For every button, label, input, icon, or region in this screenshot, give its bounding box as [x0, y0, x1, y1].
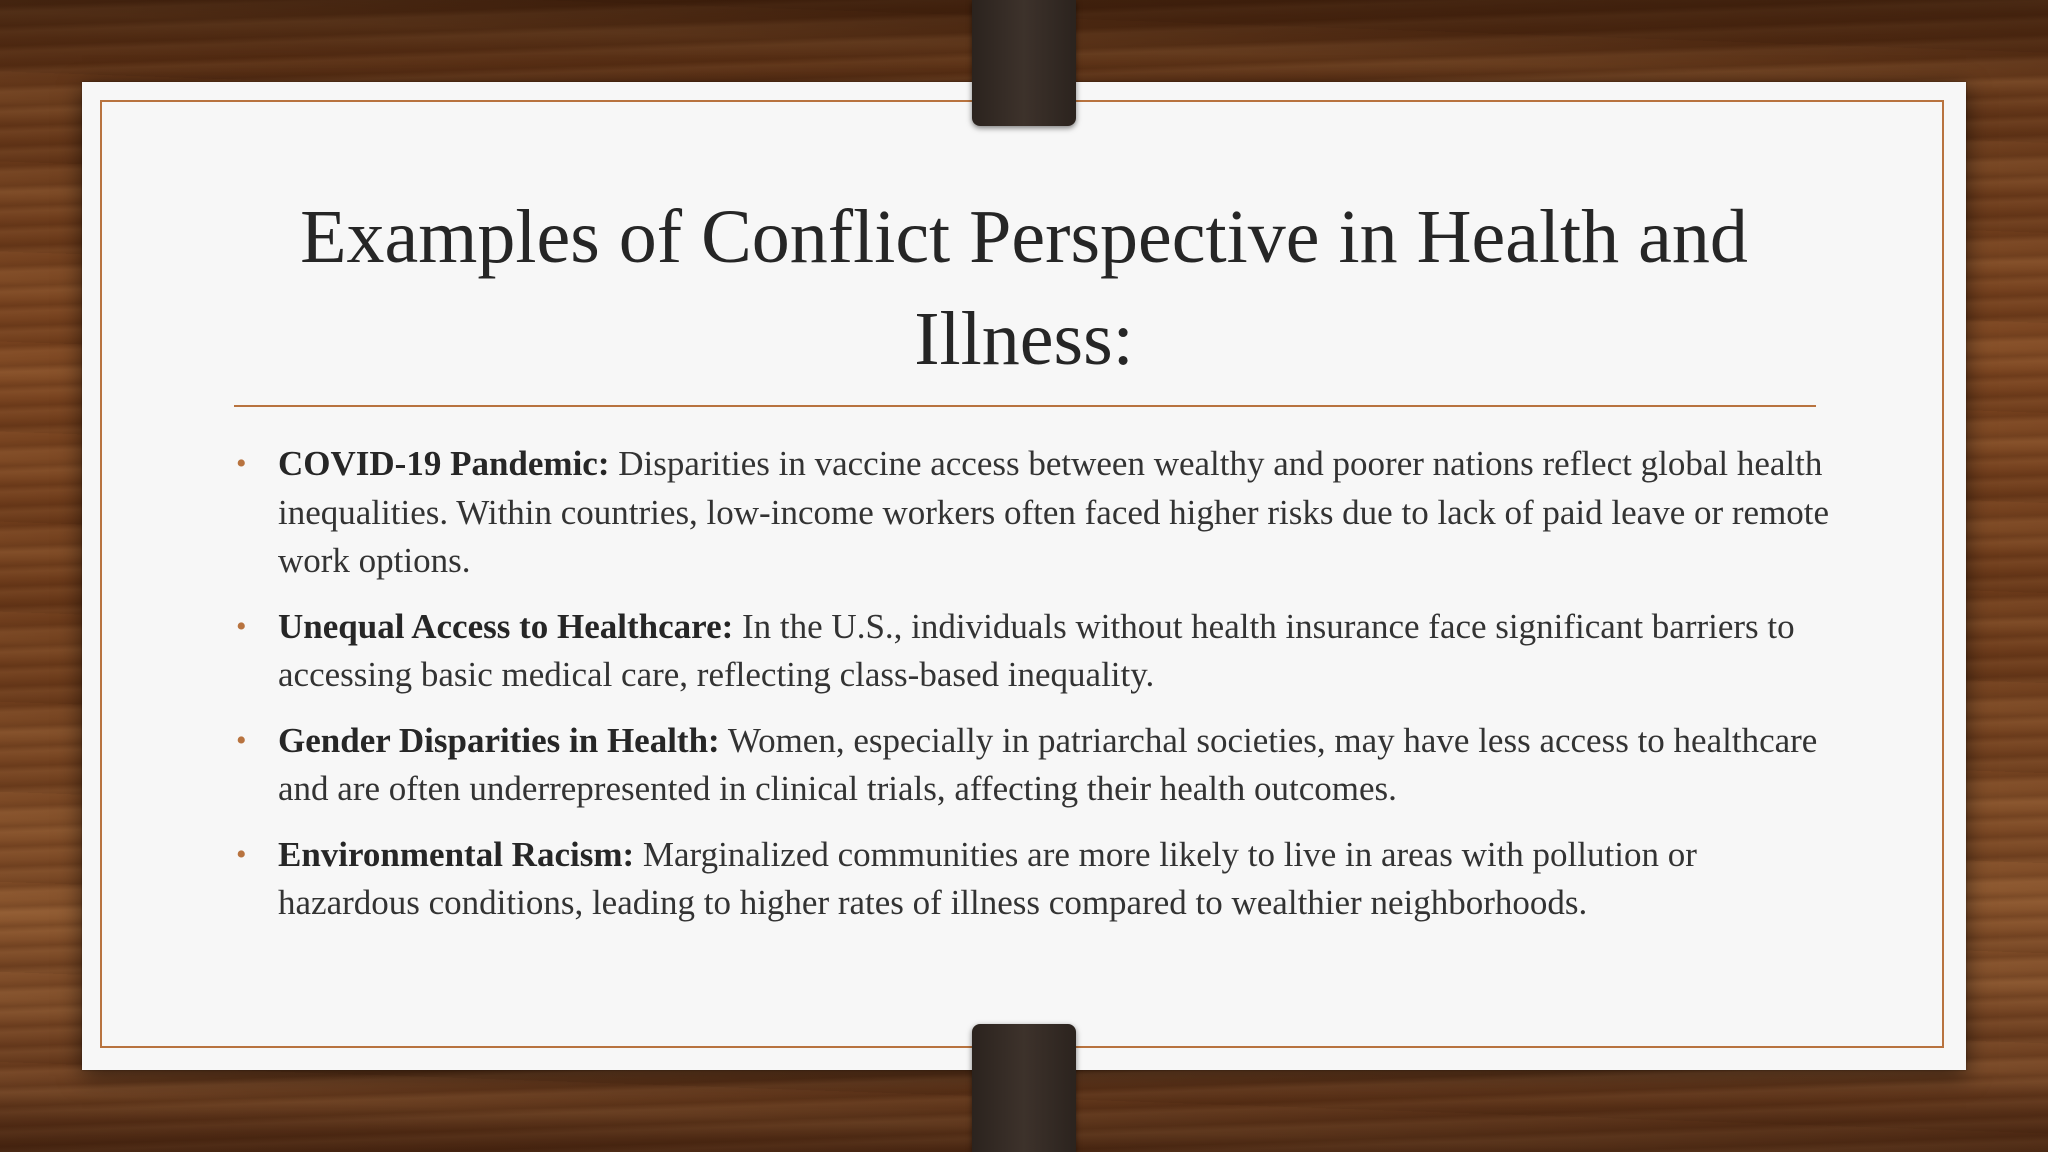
list-item — [236, 440, 1836, 586]
bullet-term: Gender Disparities in Health: — [278, 720, 720, 760]
list-item — [236, 717, 1836, 814]
bullet-marker: • — [236, 447, 247, 480]
title-divider — [234, 405, 1816, 407]
list-item — [236, 603, 1836, 700]
top-clip — [972, 0, 1076, 126]
bullet-list — [236, 440, 1836, 945]
bullet-marker: • — [236, 837, 247, 871]
bullet-term: Unequal Access to Healthcare: — [278, 606, 734, 646]
list-item — [236, 831, 1836, 928]
bottom-clip — [972, 1024, 1076, 1152]
slide-title: Examples of Conflict Perspective in Health and Illness: — [300, 195, 1748, 381]
bullet-text: Women, especially in patriarchal societies, may have less access to healthcare and are often underrepresented in clinical trials, affecting their health outcomes. — [278, 720, 1818, 808]
bullet-term: COVID-19 Pandemic: — [278, 444, 610, 483]
bullet-text: In the U.S., individuals without health insurance face significant barriers to accessing basic medical care, reflecting class-based inequality. — [278, 606, 1795, 694]
bullet-marker: • — [236, 609, 247, 643]
bullet-text: Marginalized communities are more likely to live in areas with pollution or hazardous conditions, leading to higher rates of illness compared to wealthier neighborhoods. — [278, 834, 1697, 922]
bullet-marker: • — [236, 723, 247, 757]
bullet-term: Environmental Racism: — [278, 834, 635, 874]
bullet-text: Disparities in vaccine access between wealthy and poorer nations reflect global health inequalities. Within countries, low-income workers often faced higher risks due to lack of paid leave or remote work options. — [278, 444, 1830, 580]
